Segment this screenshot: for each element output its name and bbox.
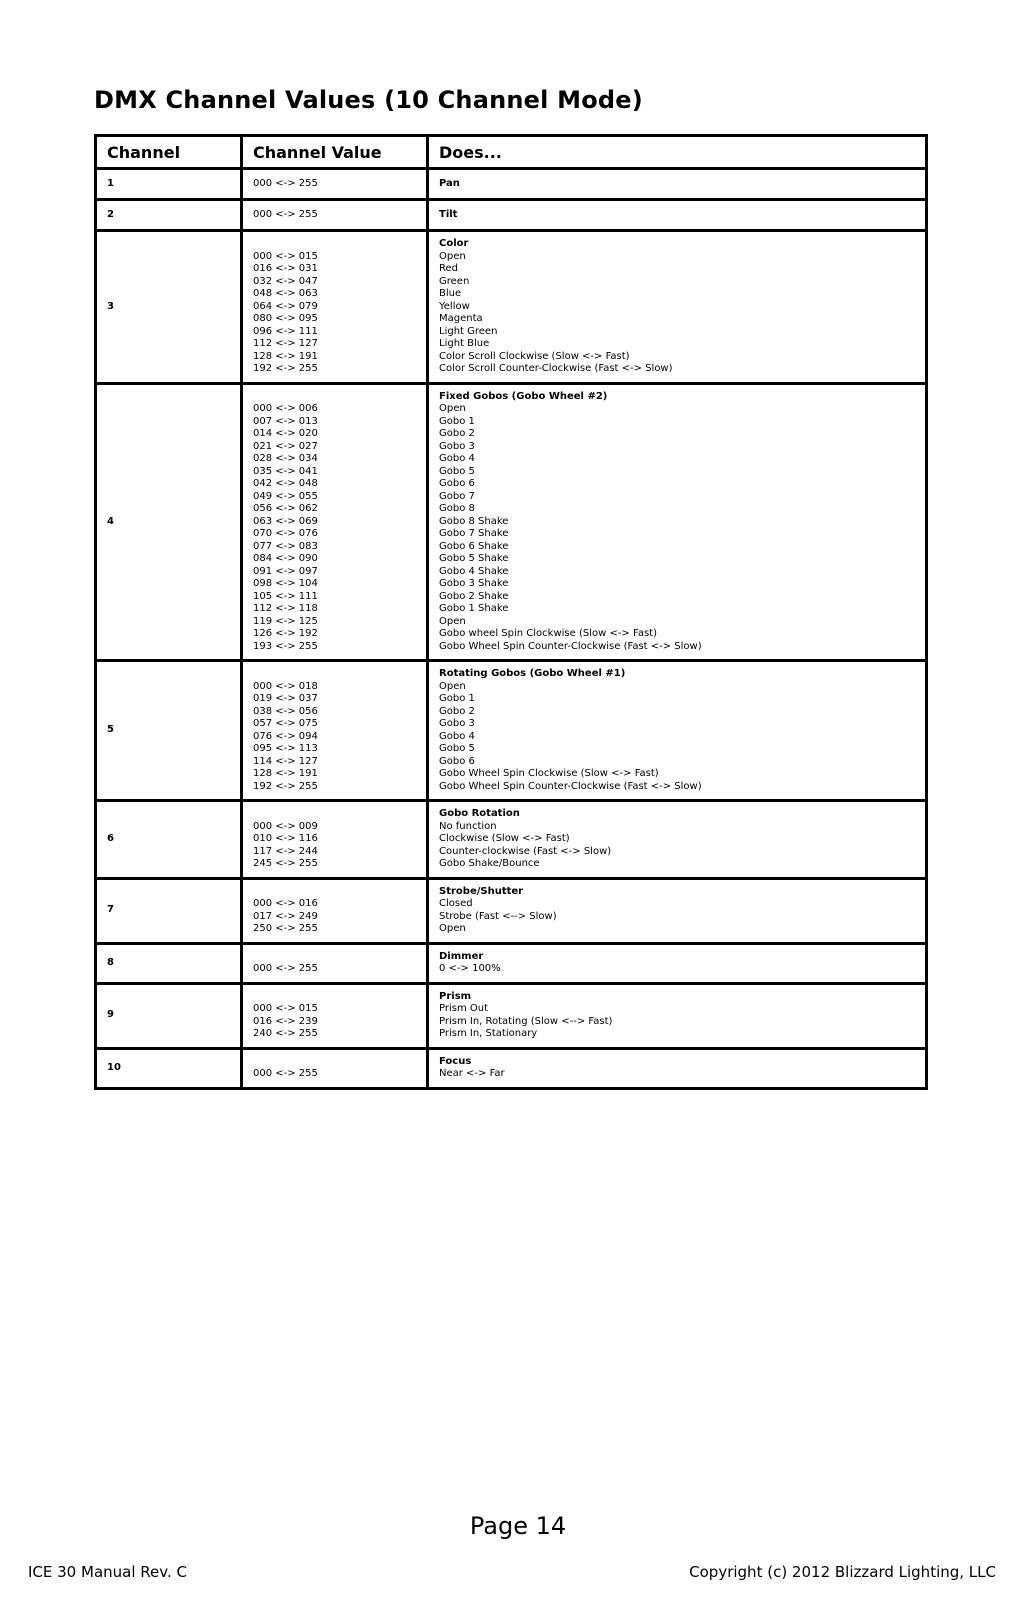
function-description: Strobe (Fast <--> Slow)	[439, 910, 557, 922]
function-description: Open	[439, 680, 466, 692]
channel-value-range: 192 <-> 255	[253, 780, 318, 792]
channel-value-range: 000 <-> 255	[253, 1068, 318, 1079]
function-cell	[428, 231, 927, 384]
function-heading: Tilt	[439, 208, 458, 220]
function-description: Gobo 4	[439, 730, 475, 742]
channel-value-range: 091 <-> 097	[253, 565, 318, 577]
channel-value-range: 010 <-> 116	[253, 833, 318, 844]
function-description: Near <-> Far	[439, 1068, 505, 1079]
channel-value-range: 000 <-> 016	[253, 898, 318, 909]
function-description: Prism In, Stationary	[439, 1028, 538, 1039]
function-cell	[428, 661, 927, 801]
table-header-row	[96, 136, 927, 169]
channel-value-range: 019 <-> 037	[253, 693, 318, 704]
function-cell	[428, 801, 927, 879]
spacer	[253, 238, 416, 251]
function-heading: Fixed Gobos (Gobo Wheel #2)	[439, 390, 608, 402]
channel-value-cell	[242, 801, 428, 879]
function-cell	[428, 383, 927, 661]
channel-value-range: 112 <-> 118	[253, 603, 318, 614]
channel-value-range: 114 <-> 127	[253, 755, 318, 767]
header-channel-value: Channel Value	[242, 136, 428, 169]
function-heading: Dimmer	[439, 950, 484, 962]
function-cell	[428, 169, 927, 200]
function-description: Prism Out	[439, 1003, 489, 1014]
channel-value-range: 000 <-> 015	[253, 250, 318, 262]
function-heading: Rotating Gobos (Gobo Wheel #1)	[439, 668, 626, 679]
copyright-notice: Copyright (c) 2012 Blizzard Lighting, LLC	[689, 1563, 996, 1581]
function-description: Gobo 1	[439, 693, 475, 704]
channel-value-cell	[242, 661, 428, 801]
function-heading: Focus	[439, 1055, 472, 1067]
table-body	[96, 169, 927, 1089]
function-description: Gobo wheel Spin Clockwise (Slow <-> Fast)	[439, 628, 657, 639]
function-description: Gobo 6	[439, 755, 475, 767]
function-description: Gobo 3	[439, 718, 475, 729]
function-description: Light Blue	[439, 338, 490, 349]
channel-value-range: 193 <-> 255	[253, 640, 318, 652]
spacer	[253, 1056, 416, 1069]
dmx-channel-table	[94, 134, 928, 1090]
table-row	[96, 169, 927, 200]
function-description: Closed	[439, 898, 473, 909]
channel-value-range: 245 <-> 255	[253, 858, 318, 869]
function-description: 0 <-> 100%	[439, 963, 501, 974]
table-row	[96, 943, 927, 983]
channel-value-range: 096 <-> 111	[253, 325, 318, 337]
function-description: Gobo 7	[439, 490, 475, 502]
function-description: Gobo Wheel Spin Clockwise (Slow <-> Fast)	[439, 768, 659, 779]
channel-value-range: 128 <-> 191	[253, 350, 318, 362]
channel-value-range: 000 <-> 015	[253, 1003, 318, 1014]
table-row	[96, 231, 927, 384]
function-description: Green	[439, 275, 470, 287]
channel-value-range: 038 <-> 056	[253, 705, 318, 717]
channel-value-range: 042 <-> 048	[253, 478, 318, 489]
channel-value-range: 128 <-> 191	[253, 768, 318, 779]
channel-value-range: 017 <-> 249	[253, 910, 318, 922]
channel-value-range: 112 <-> 127	[253, 338, 318, 349]
channel-value-range: 000 <-> 255	[253, 963, 318, 974]
channel-value-range: 000 <-> 018	[253, 680, 318, 692]
channel-value-cell	[242, 383, 428, 661]
channel-value-range: 048 <-> 063	[253, 288, 318, 299]
function-description: Gobo 6	[439, 478, 475, 489]
function-description: Color Scroll Clockwise (Slow <-> Fast)	[439, 350, 630, 362]
channel-value-range: 049 <-> 055	[253, 490, 318, 502]
function-description: Gobo 8	[439, 503, 475, 514]
function-description: Gobo 4 Shake	[439, 565, 509, 577]
function-description: Gobo 4	[439, 453, 475, 464]
function-heading: Gobo Rotation	[439, 808, 520, 819]
channel-value-range: 057 <-> 075	[253, 718, 318, 729]
table-row	[96, 801, 927, 879]
function-description: Gobo Wheel Spin Counter-Clockwise (Fast <-> Slow)	[439, 780, 702, 792]
function-heading: Strobe/Shutter	[439, 885, 524, 897]
table-row	[96, 383, 927, 661]
table-row	[96, 200, 927, 231]
channel-number: 6	[96, 801, 242, 879]
table-row	[96, 1048, 927, 1088]
channel-value-range: 250 <-> 255	[253, 923, 318, 934]
function-description: Prism In, Rotating (Slow <--> Fast)	[439, 1015, 613, 1027]
function-description: Gobo 1	[439, 415, 475, 427]
function-cell	[428, 200, 927, 231]
function-description: Gobo 2 Shake	[439, 590, 509, 602]
function-description: Gobo 5	[439, 465, 475, 477]
channel-value-range: 016 <-> 239	[253, 1015, 318, 1027]
channel-number: 5	[96, 661, 242, 801]
channel-value-range: 240 <-> 255	[253, 1028, 318, 1039]
channel-value-range: 064 <-> 079	[253, 300, 318, 312]
function-description: Light Green	[439, 325, 498, 337]
function-description: Magenta	[439, 313, 483, 324]
function-description: Open	[439, 250, 466, 262]
spacer	[253, 991, 416, 1004]
function-description: Gobo Shake/Bounce	[439, 858, 540, 869]
function-description: Open	[439, 923, 466, 934]
table-row	[96, 878, 927, 943]
channel-value-range: 192 <-> 255	[253, 363, 318, 374]
spacer	[253, 668, 416, 681]
channel-value-range: 080 <-> 095	[253, 313, 318, 324]
channel-value-range: 021 <-> 027	[253, 440, 318, 452]
channel-value-range: 076 <-> 094	[253, 730, 318, 742]
page-number: Page 14	[469, 1512, 567, 1540]
function-description: Gobo Wheel Spin Counter-Clockwise (Fast <-> Slow)	[439, 640, 702, 652]
spacer	[253, 886, 416, 899]
function-heading: Color	[439, 238, 469, 249]
channel-value-range: 035 <-> 041	[253, 465, 318, 477]
function-description: Color Scroll Counter-Clockwise (Fast <-> Slow)	[439, 363, 673, 374]
function-description: Gobo 8 Shake	[439, 515, 509, 527]
manual-revision: ICE 30 Manual Rev. C	[28, 1563, 187, 1581]
channel-number: 4	[96, 383, 242, 661]
channel-value-cell	[242, 983, 428, 1048]
table-row	[96, 661, 927, 801]
channel-value-range: 098 <-> 104	[253, 578, 318, 589]
function-description: Blue	[439, 288, 462, 299]
channel-number: 3	[96, 231, 242, 384]
channel-value-range: 007 <-> 013	[253, 415, 318, 427]
channel-number: 1	[96, 169, 242, 200]
function-description: Gobo 2	[439, 428, 475, 439]
function-description: Yellow	[439, 300, 470, 312]
spacer	[253, 391, 416, 404]
channel-value-range: 056 <-> 062	[253, 503, 318, 514]
channel-value-range: 028 <-> 034	[253, 453, 318, 464]
channel-number: 8	[96, 943, 242, 983]
channel-value-range: 119 <-> 125	[253, 615, 318, 627]
function-heading: Pan	[439, 177, 460, 189]
function-description: Gobo 3 Shake	[439, 578, 509, 589]
function-heading: Prism	[439, 990, 472, 1002]
channel-value-cell	[242, 878, 428, 943]
channel-value-range: 117 <-> 244	[253, 845, 318, 857]
channel-value-range: 000 <-> 255	[253, 208, 318, 220]
channel-number: 7	[96, 878, 242, 943]
channel-value-range: 077 <-> 083	[253, 540, 318, 552]
channel-number: 10	[96, 1048, 242, 1088]
function-description: No function	[439, 820, 497, 832]
function-description: Gobo 2	[439, 705, 475, 717]
function-description: Gobo 6 Shake	[439, 540, 509, 552]
spacer	[253, 808, 416, 821]
function-description: Counter-clockwise (Fast <-> Slow)	[439, 845, 612, 857]
function-description: Gobo 1 Shake	[439, 603, 509, 614]
channel-value-range: 063 <-> 069	[253, 515, 318, 527]
channel-value-cell	[242, 231, 428, 384]
function-description: Clockwise (Slow <-> Fast)	[439, 833, 570, 844]
function-description: Open	[439, 615, 466, 627]
channel-value-range: 070 <-> 076	[253, 528, 318, 539]
channel-number: 9	[96, 983, 242, 1048]
channel-value-range: 000 <-> 006	[253, 403, 318, 414]
function-description: Red	[439, 263, 458, 274]
function-description: Gobo 5 Shake	[439, 553, 509, 564]
function-cell	[428, 878, 927, 943]
channel-value-range: 016 <-> 031	[253, 263, 318, 274]
channel-value-range: 032 <-> 047	[253, 275, 318, 287]
channel-value-range: 000 <-> 255	[253, 177, 318, 189]
channel-value-range: 014 <-> 020	[253, 428, 318, 439]
function-cell	[428, 983, 927, 1048]
function-cell	[428, 1048, 927, 1088]
channel-value-range: 126 <-> 192	[253, 628, 318, 639]
function-description: Gobo 5	[439, 743, 475, 754]
channel-value-cell	[242, 943, 428, 983]
spacer	[253, 951, 416, 964]
header-does: Does...	[428, 136, 927, 169]
channel-value-range: 000 <-> 009	[253, 820, 318, 832]
channel-value-cell	[242, 200, 428, 231]
function-description: Gobo 7 Shake	[439, 528, 509, 539]
channel-value-range: 095 <-> 113	[253, 743, 318, 754]
header-channel: Channel	[96, 136, 242, 169]
channel-value-cell	[242, 169, 428, 200]
channel-value-range: 084 <-> 090	[253, 553, 318, 564]
function-description: Open	[439, 403, 466, 414]
function-description: Gobo 3	[439, 440, 475, 452]
channel-value-cell	[242, 1048, 428, 1088]
page-title: DMX Channel Values (10 Channel Mode)	[94, 86, 643, 114]
channel-number: 2	[96, 200, 242, 231]
table-row	[96, 983, 927, 1048]
channel-value-range: 105 <-> 111	[253, 590, 318, 602]
function-cell	[428, 943, 927, 983]
